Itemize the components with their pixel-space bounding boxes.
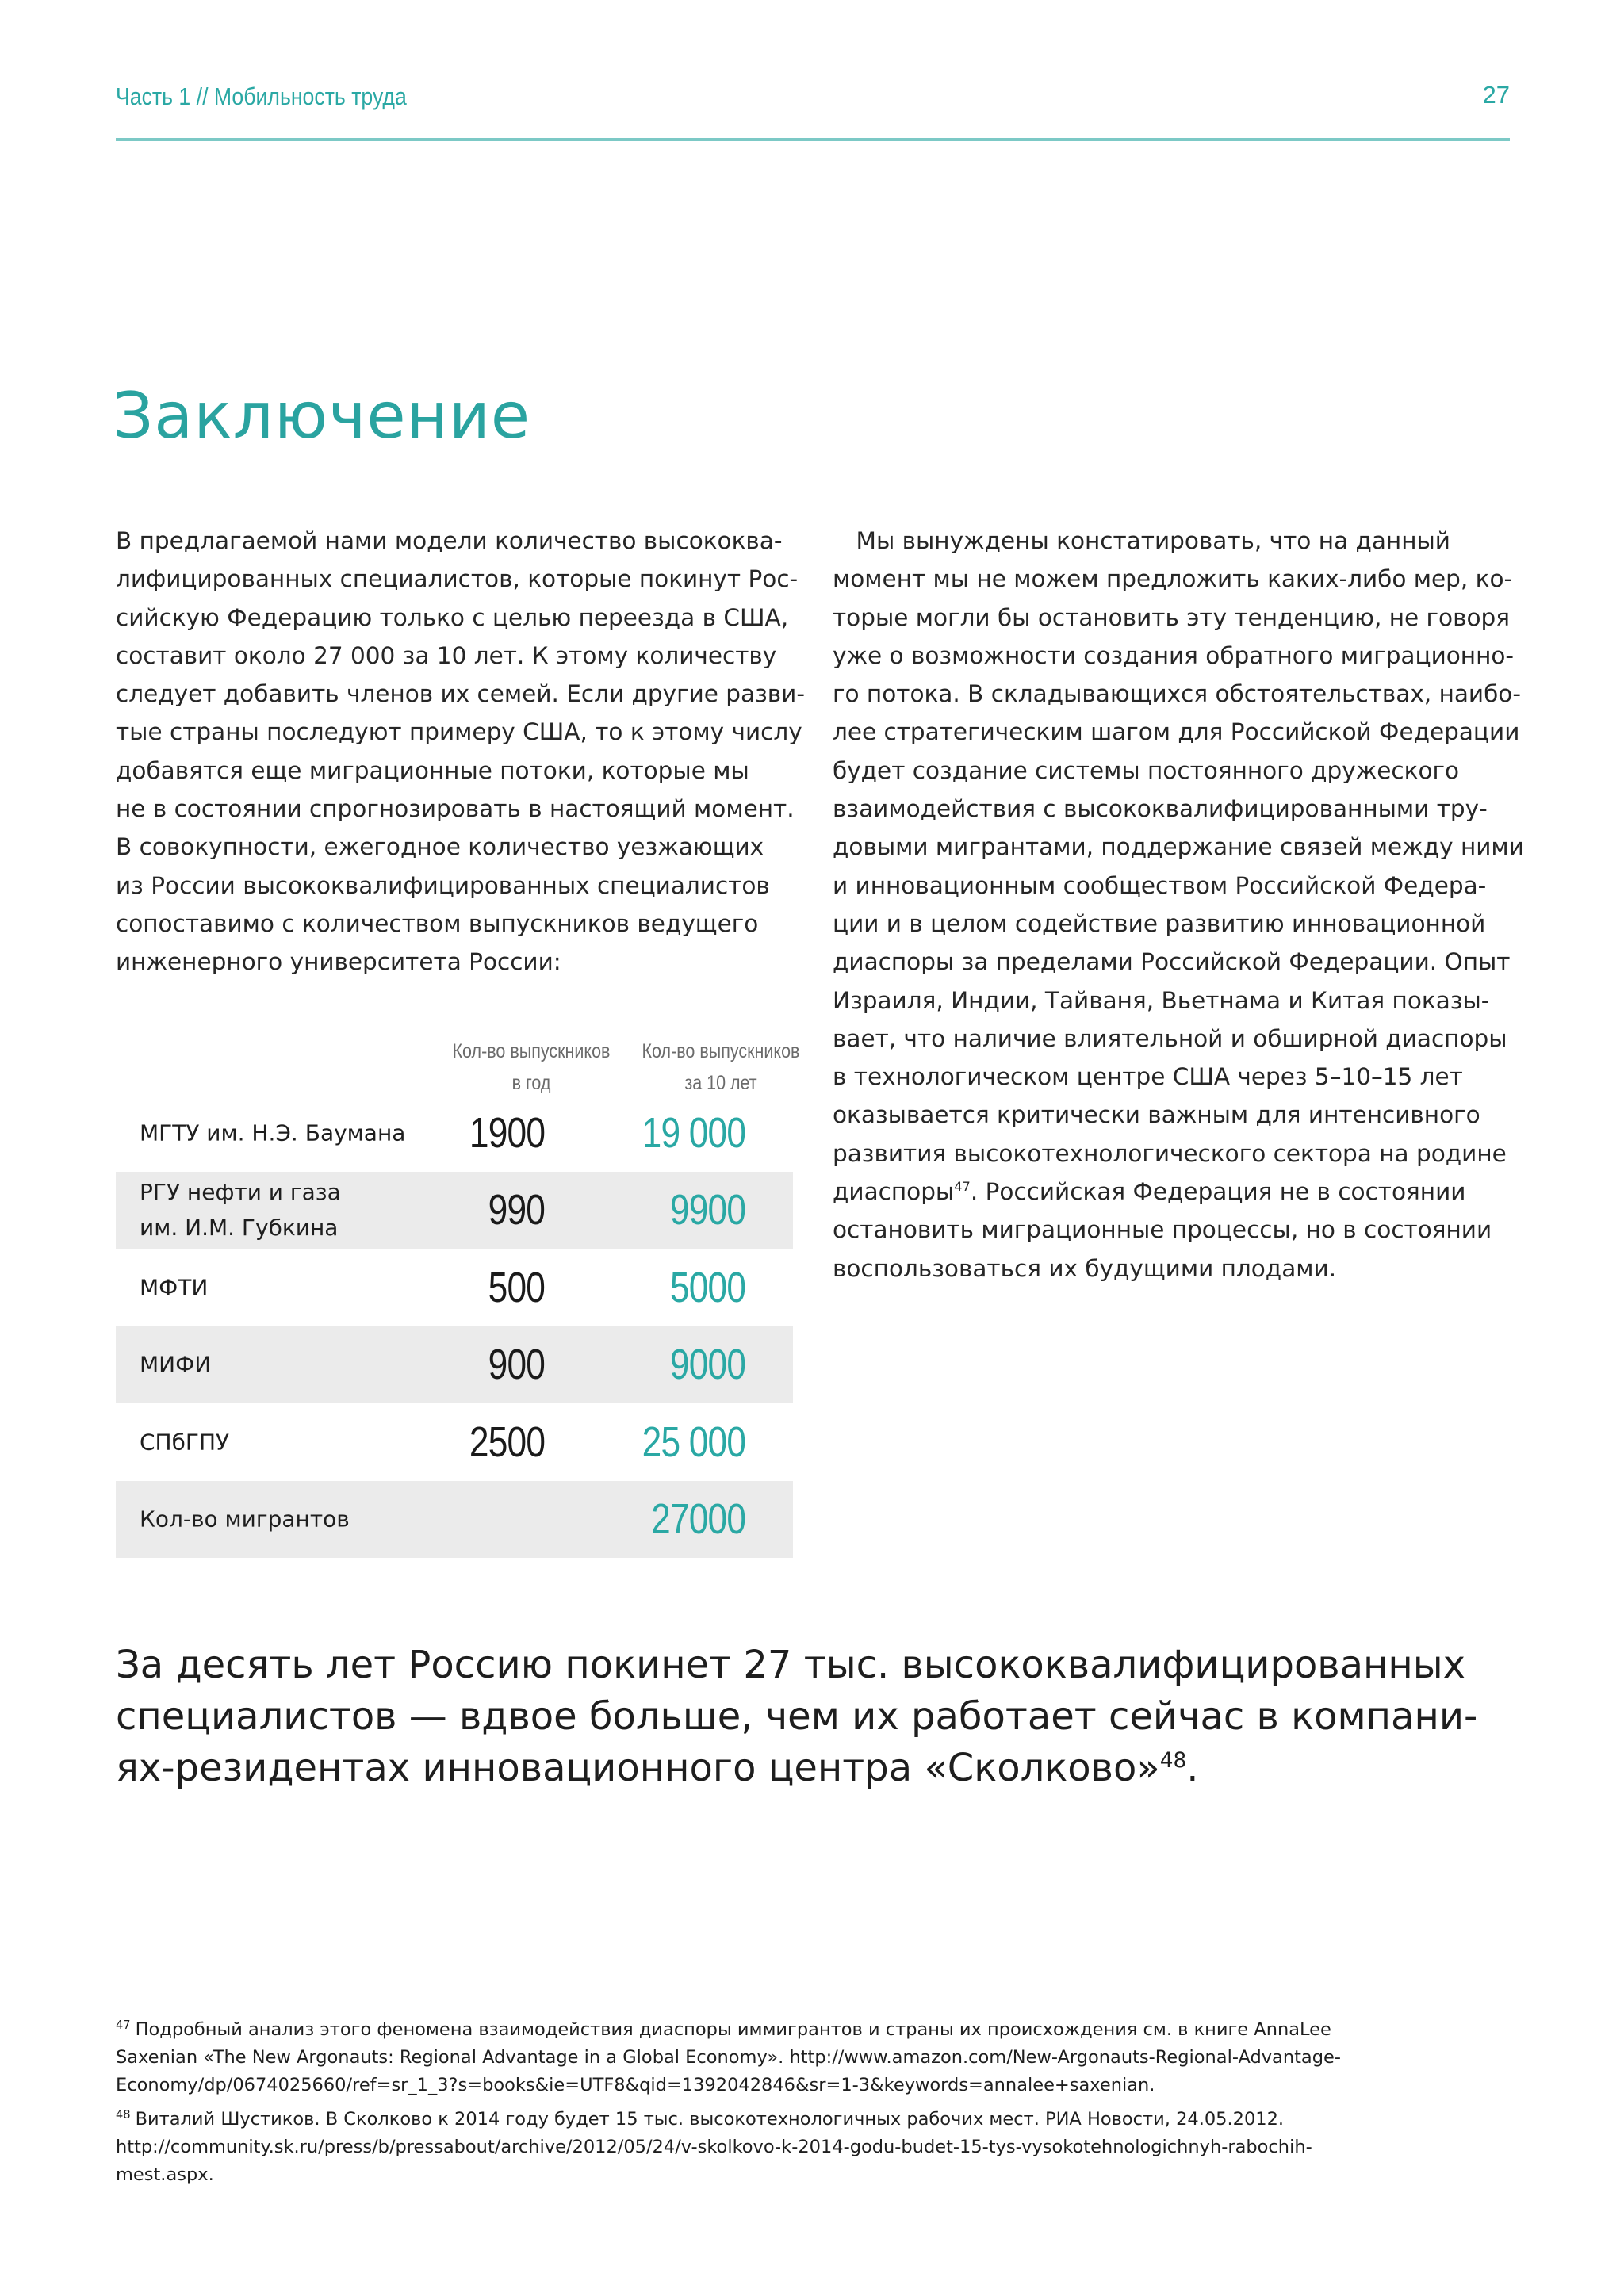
footnote-ref-47[interactable]: 47 bbox=[954, 1179, 971, 1195]
text-line: будет создание системы постоянного дружеского bbox=[833, 756, 1460, 784]
footnote-text: Виталий Шустиков. В Сколково к 2014 году будет 15 тыс. высокотехнологичных рабочих мест. РИА Новости, 24.05.2012. bbox=[135, 2109, 1285, 2130]
footnote-line[interactable]: Economy/dp/0674025660/ref=sr_1_3?s=books&ie=UTF8&qid=1392042846&sr=1-3&keywords=annalee+saxenian. bbox=[116, 2075, 1155, 2095]
footnote-line bbox=[116, 2016, 1341, 2044]
university-name: МИФИ bbox=[140, 1351, 212, 1378]
table-header bbox=[116, 999, 800, 1094]
pull-quote bbox=[116, 1640, 1477, 1794]
graduates-per-year: 2500 bbox=[469, 1418, 545, 1466]
graduates-ten-years: 9000 bbox=[669, 1341, 745, 1389]
text-line: тые страны последуют примеру США, то к этому числу bbox=[116, 718, 802, 746]
graduates-per-year: 500 bbox=[488, 1263, 545, 1311]
page-title: Заключение bbox=[113, 379, 531, 453]
text-line: остановить миграционные процессы, но в состоянии bbox=[833, 1216, 1492, 1244]
total-migrants-value: 27000 bbox=[650, 1495, 745, 1544]
text-line: и инновационным сообществом Российской Федера- bbox=[833, 871, 1487, 899]
text-line: не в состоянии спрогнозировать в настоящий момент. bbox=[116, 795, 795, 823]
text-line bbox=[833, 1173, 1524, 1211]
text-line: момент мы не можем предложить каких-либо мер, ко- bbox=[833, 565, 1513, 593]
text-line: сийскую Федерацию только с целью переезда в США, bbox=[116, 603, 789, 631]
total-label: Кол-во мигрантов bbox=[140, 1506, 350, 1533]
graduates-ten-years: 5000 bbox=[669, 1263, 745, 1311]
table-row bbox=[116, 1326, 793, 1404]
graduates-per-year: 1900 bbox=[469, 1108, 545, 1157]
footnote-text: Подробный анализ этого феномена взаимодействия диаспоры иммигрантов и страны их происхождения см. в книге AnnaLee bbox=[135, 2019, 1331, 2040]
text-line: лифицированных специалистов, которые покинут Рос- bbox=[116, 565, 799, 593]
text-line: В предлагаемой нами модели количество высококва- bbox=[116, 527, 783, 554]
quote-line: За десять лет Россию покинет 27 тыс. высококвалифицированных bbox=[116, 1643, 1466, 1687]
right-column-text bbox=[833, 522, 1524, 1288]
graduates-table bbox=[116, 999, 800, 1558]
text-line: Израиля, Индии, Тайваня, Вьетнама и Китая показы- bbox=[833, 986, 1490, 1014]
text-line: в технологическом центре США через 5–10–15 лет bbox=[833, 1063, 1463, 1091]
text-fragment: . Российская Федерация не в состоянии bbox=[970, 1178, 1466, 1206]
footnote-mark: 48 bbox=[116, 2107, 131, 2122]
text-line: ции и в целом содействие развитию инновационной bbox=[833, 909, 1486, 937]
column-header-ten-years: Кол-во выпускников за 10 лет bbox=[642, 1040, 800, 1094]
graduates-per-year: 990 bbox=[488, 1186, 545, 1234]
footnote-line[interactable]: http://community.sk.ru/press/b/pressabout/archive/2012/05/24/v-skolkovo-k-2014-godu-budet-15-tys-vysokotehnologichnyh-rabochih- bbox=[116, 2137, 1312, 2157]
quote-line bbox=[116, 1743, 1477, 1794]
table-row-total bbox=[116, 1481, 793, 1559]
footnote-ref-48[interactable]: 48 bbox=[1159, 1748, 1187, 1773]
footnote-line[interactable]: mest.aspx. bbox=[116, 2164, 214, 2185]
column-header-per-year: Кол-во выпускников в год bbox=[452, 1040, 611, 1094]
table-row bbox=[116, 1172, 793, 1249]
text-line: следует добавить членов их семей. Если другие разви- bbox=[116, 680, 805, 708]
text-fragment: Мы вынуждены констатировать, что на данный bbox=[856, 527, 1450, 554]
table-row bbox=[116, 1249, 793, 1326]
university-name: МГТУ им. Н.Э. Баумана bbox=[140, 1119, 406, 1146]
text-line: воспользоваться их будущими плодами. bbox=[833, 1254, 1337, 1282]
text-line bbox=[833, 522, 1524, 560]
text-line: взаимодействия с высококвалифицированными тру- bbox=[833, 795, 1488, 823]
table-row bbox=[116, 1094, 793, 1172]
text-line: го потока. В складывающихся обстоятельствах, наибо- bbox=[833, 680, 1521, 708]
text-line: торые могли бы остановить эту тенденцию, не говоря bbox=[833, 603, 1510, 631]
footnotes bbox=[116, 2016, 1341, 2195]
text-line: оказывается критически важным для интенсивного bbox=[833, 1101, 1480, 1129]
table-row bbox=[116, 1403, 793, 1481]
footnote-line[interactable]: Saxenian «The New Argonauts: Regional Advantage in a Global Economy». http://www.amazon.com/New-Argonauts-Regional-Advantage- bbox=[116, 2047, 1341, 2068]
graduates-ten-years: 9900 bbox=[669, 1186, 745, 1234]
text-line: довыми мигрантами, поддержание связей между ними bbox=[833, 833, 1524, 861]
text-line: В совокупности, ежегодное количество уезжающих bbox=[116, 833, 764, 861]
graduates-ten-years: 25 000 bbox=[642, 1418, 745, 1466]
text-line: лее стратегическим шагом для Российской Федерации bbox=[833, 718, 1520, 746]
footnote-47 bbox=[116, 2016, 1341, 2099]
footnote-48 bbox=[116, 2106, 1341, 2189]
text-fragment: диаспоры bbox=[833, 1178, 955, 1206]
university-name: РГУ нефти и газа им. И.М. Губкина bbox=[140, 1179, 341, 1242]
page-header bbox=[116, 79, 1510, 141]
text-line: из России высококвалифицированных специалистов bbox=[116, 871, 770, 899]
quote-fragment: . bbox=[1186, 1746, 1199, 1790]
text-line: инженерного университета России: bbox=[116, 948, 561, 976]
graduates-per-year: 900 bbox=[488, 1341, 545, 1389]
footnote-mark: 47 bbox=[116, 2018, 131, 2032]
footnote-line bbox=[116, 2106, 1341, 2133]
quote-line: специалистов — вдвое больше, чем их работает сейчас в компани- bbox=[116, 1694, 1478, 1739]
left-column-text bbox=[116, 522, 805, 982]
text-line: развития высокотехнологического сектора на родине bbox=[833, 1139, 1507, 1167]
university-name: СПбГПУ bbox=[140, 1429, 230, 1456]
page-number: 27 bbox=[1482, 81, 1510, 109]
text-line: добавятся еще миграционные потоки, которые мы bbox=[116, 756, 749, 784]
graduates-ten-years: 19 000 bbox=[642, 1108, 745, 1157]
text-line: уже о возможности создания обратного миграционно- bbox=[833, 641, 1515, 669]
university-name: МФТИ bbox=[140, 1274, 209, 1301]
text-line: диаспоры за пределами Российской Федерации. Опыт bbox=[833, 948, 1511, 976]
text-line: составит около 27 000 за 10 лет. К этому количеству bbox=[116, 641, 777, 669]
text-line: вает, что наличие влиятельной и обширной диаспоры bbox=[833, 1024, 1507, 1052]
section-title: Часть 1 // Мобильность труда bbox=[116, 82, 407, 110]
text-line: сопоставимо с количеством выпускников ведущего bbox=[116, 909, 759, 937]
quote-fragment: ях-резидентах инновационного центра «Сколково» bbox=[116, 1746, 1160, 1790]
